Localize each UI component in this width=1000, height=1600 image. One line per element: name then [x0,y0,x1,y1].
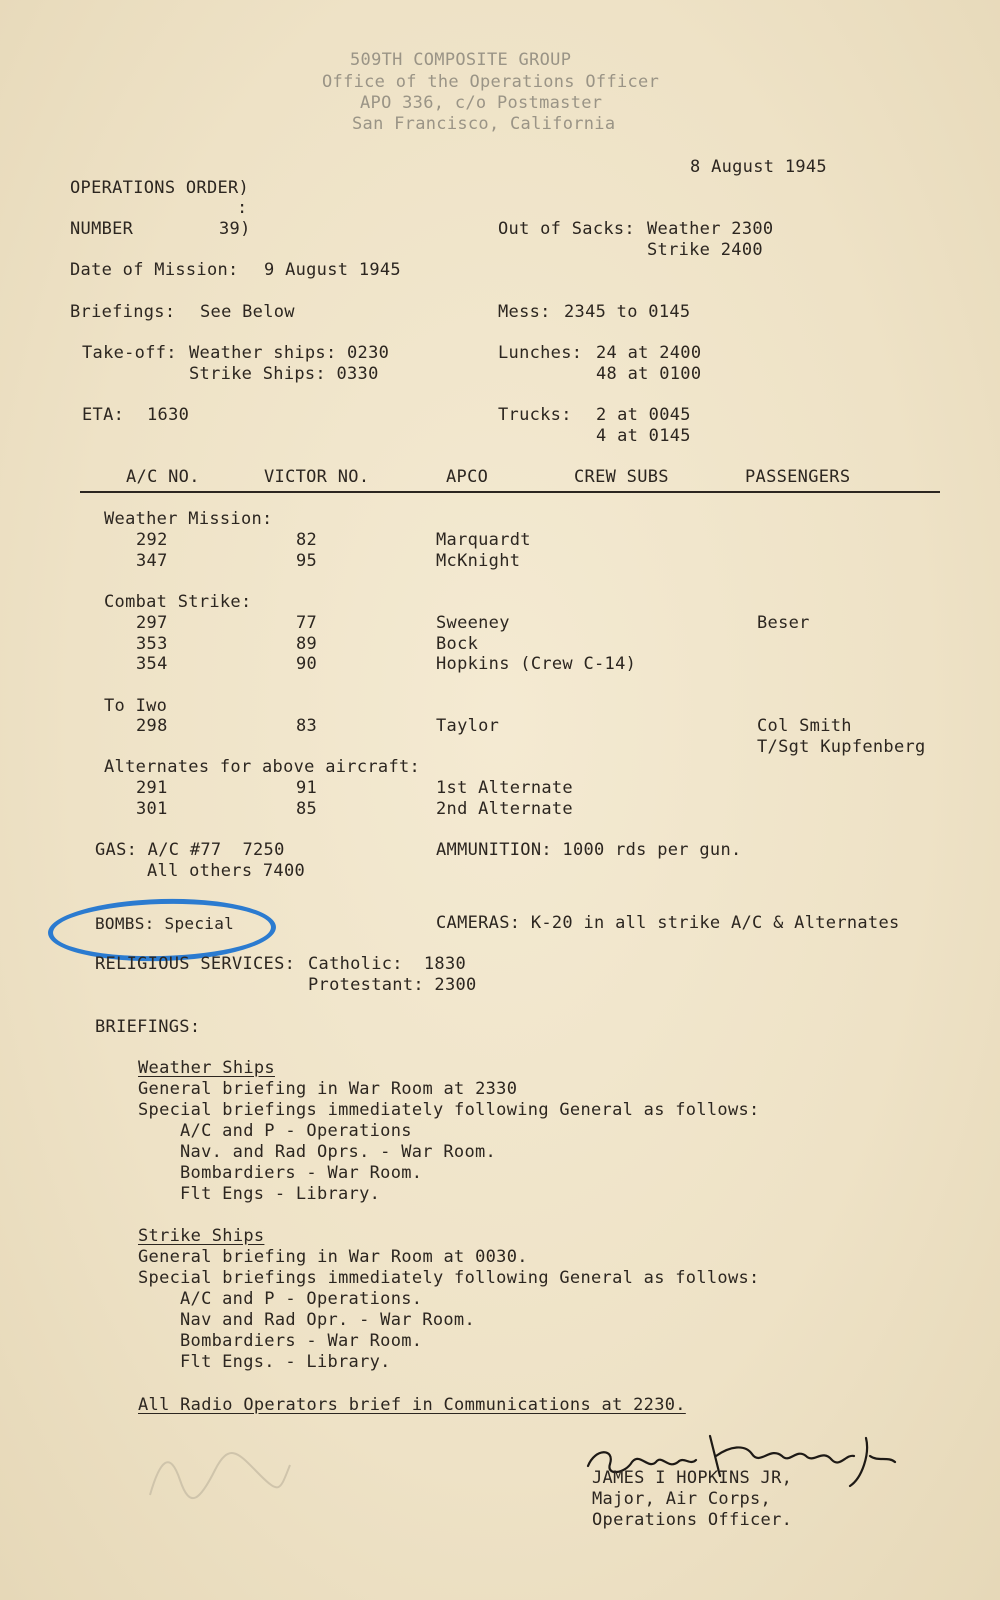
table-row-victor: 82 [296,530,318,550]
list-item: Bombardiers - War Room. [180,1163,423,1183]
trucks-label: Trucks: [498,405,572,425]
table-row-victor: 77 [296,613,318,633]
order-title: OPERATIONS ORDER) [70,178,250,198]
out-of-sacks-strike: Strike 2400 [647,240,763,260]
column-header-passengers: PASSENGERS [745,467,851,487]
letterhead-line-2: Office of the Operations Officer [322,72,660,92]
table-row-crew: Hopkins (Crew C-14) [436,654,637,674]
table-row-ac: 301 [136,799,168,819]
gas-line-2: All others 7400 [147,861,306,881]
signatory-name: JAMES I HOPKINS JR, [592,1468,793,1488]
table-row-crew: 2nd Alternate [436,799,573,819]
column-header-apco: APCO [446,467,489,487]
table-row-crew: Marquardt [436,530,531,550]
letterhead-line-1: 509TH COMPOSITE GROUP [350,50,572,70]
table-row-crew: 1st Alternate [436,778,573,798]
out-of-sacks-weather: Weather 2300 [647,219,774,239]
signatory-rank: Major, Air Corps, [592,1489,772,1509]
table-row-ac: 298 [136,716,168,736]
briefings-value: See Below [200,302,295,322]
list-item: Nav and Rad Opr. - War Room. [180,1310,475,1330]
table-row-crew: Taylor [436,716,500,736]
column-header-ac-no: A/C NO. [126,467,200,487]
column-header-victor-no: VICTOR NO. [264,467,370,487]
weather-mission-heading: Weather Mission: [104,509,273,529]
strike-ships-general: General briefing in War Room at 0030. [138,1247,528,1267]
table-row-victor: 85 [296,799,318,819]
table-row-victor: 83 [296,716,318,736]
gas-line-1: GAS: A/C #77 7250 [95,840,285,860]
order-number-value: 39) [219,219,251,239]
mess-label: Mess: [498,302,551,322]
table-row-ac: 292 [136,530,168,550]
table-row-ac: 353 [136,634,168,654]
column-header-crew-subs: CREW SUBS [574,467,669,487]
table-row-crew: Bock [436,634,479,654]
document-date: 8 August 1945 [690,157,827,177]
lunches-label: Lunches: [498,343,583,363]
alternates-heading: Alternates for above aircraft: [104,757,421,777]
religious-protestant: Protestant: 2300 [308,975,477,995]
weather-ships-special: Special briefings immediately following General as follows: [138,1100,760,1120]
takeoff-strike: Strike Ships: 0330 [189,364,379,384]
letterhead-line-3: APO 336, c/o Postmaster [360,93,603,113]
list-item: A/C and P - Operations. [180,1289,423,1309]
strike-ships-special: Special briefings immediately following General as follows: [138,1268,760,1288]
to-iwo-heading: To Iwo [104,696,168,716]
out-of-sacks-label: Out of Sacks: [498,219,635,239]
table-row-passenger-2: T/Sgt Kupfenberg [757,737,926,757]
mission-date-value: 9 August 1945 [264,260,401,280]
cameras-line: CAMERAS: K-20 in all strike A/C & Alternates [436,913,900,933]
table-row-ac: 291 [136,778,168,798]
table-row-victor: 95 [296,551,318,571]
mission-date-label: Date of Mission: [70,260,239,280]
weather-ships-general: General briefing in War Room at 2330 [138,1079,518,1099]
bombs-line: BOMBS: Special [95,914,235,933]
mess-value: 2345 to 0145 [564,302,691,322]
table-row-victor: 91 [296,778,318,798]
table-row-ac: 354 [136,654,168,674]
table-row-passenger: Col Smith [757,716,852,736]
religious-catholic: Catholic: 1830 [308,954,467,974]
list-item: Nav. and Rad Oprs. - War Room. [180,1142,497,1162]
strike-ships-heading: Strike Ships [138,1226,265,1246]
lunches-line-2: 48 at 0100 [596,364,702,384]
list-item: Flt Engs. - Library. [180,1352,391,1372]
briefings-heading: BRIEFINGS: [95,1017,201,1037]
table-row-crew: McKnight [436,551,521,571]
table-row-ac: 347 [136,551,168,571]
combat-strike-heading: Combat Strike: [104,592,252,612]
faint-scrawl-mark [140,1440,300,1510]
signatory-title: Operations Officer. [592,1510,793,1530]
table-row-ac: 297 [136,613,168,633]
eta-label: ETA: [82,405,125,425]
table-row-crew: Sweeney [436,613,510,633]
table-row-passenger: Beser [757,613,810,633]
takeoff-weather: Weather ships: 0230 [189,343,390,363]
order-number-label: NUMBER [70,219,134,239]
table-row-victor: 90 [296,654,318,674]
briefings-label: Briefings: [70,302,176,322]
trucks-line-1: 2 at 0045 [596,405,691,425]
lunches-line-1: 24 at 2400 [596,343,702,363]
table-row-victor: 89 [296,634,318,654]
religious-label: RELIGIOUS SERVICES: [95,954,296,974]
trucks-line-2: 4 at 0145 [596,426,691,446]
takeoff-label: Take-off: [82,343,177,363]
eta-value: 1630 [147,405,190,425]
list-item: Bombardiers - War Room. [180,1331,423,1351]
list-item: A/C and P - Operations [180,1121,412,1141]
list-item: Flt Engs - Library. [180,1184,381,1204]
order-colon-mark: : [237,198,248,218]
letterhead-line-4: San Francisco, California [352,114,616,134]
weather-ships-heading: Weather Ships [138,1058,275,1078]
header-rule [80,491,940,493]
ammunition-line: AMMUNITION: 1000 rds per gun. [436,840,742,860]
radio-operators-note: All Radio Operators brief in Communications at 2230. [138,1395,686,1415]
